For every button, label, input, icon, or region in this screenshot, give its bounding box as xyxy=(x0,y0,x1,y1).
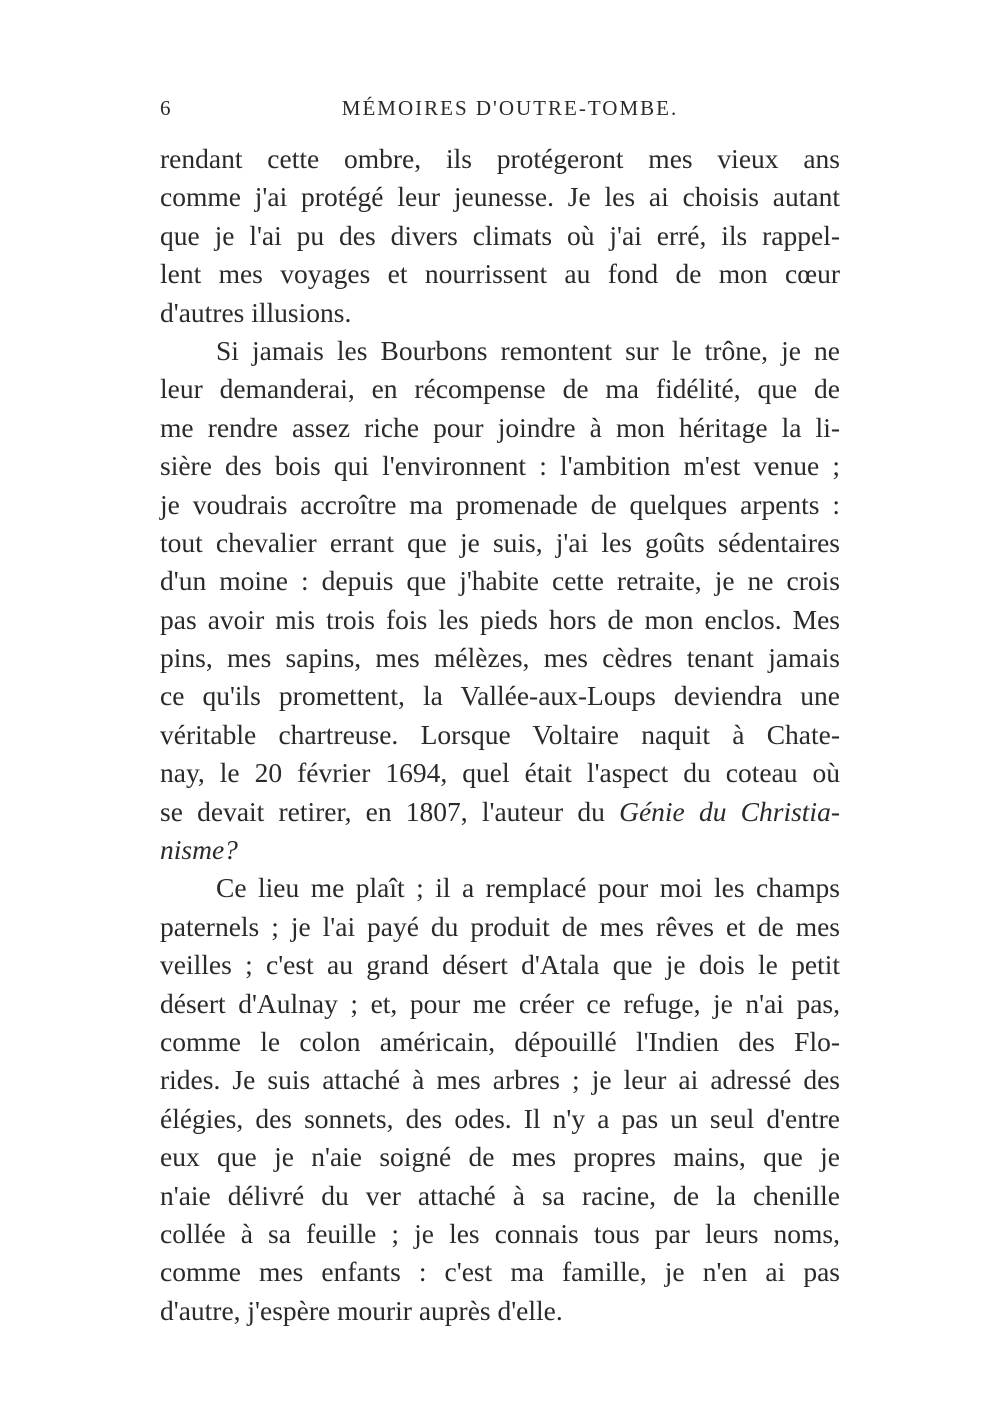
text-line: eux que je n'aie soigné de mes propres mains, que je xyxy=(160,1141,840,1173)
text-line: élégies, des sonnets, des odes. Il n'y a pas un seul d'entre xyxy=(160,1102,840,1134)
text-line-mixed xyxy=(160,793,840,831)
text-line: veilles ; c'est au grand désert d'Atala que je dois le petit xyxy=(160,949,840,981)
text-line: sière des bois qui l'environnent : l'ambition m'est venue ; xyxy=(160,450,840,482)
text-line: comme j'ai protégé leur jeunesse. Je les ai choisis autant xyxy=(160,181,840,213)
text-line: pas avoir mis trois fois les pieds hors de mon enclos. Mes xyxy=(160,603,840,635)
text-line: paternels ; je l'ai payé du produit de mes rêves et de mes xyxy=(160,910,840,942)
text-line: d'autres illusions. xyxy=(160,296,352,328)
text-line: Ce lieu me plaît ; il a remplacé pour moi les champs xyxy=(216,872,840,904)
text-line: je voudrais accroître ma promenade de quelques arpents : xyxy=(160,488,840,520)
text-line: rides. Je suis attaché à mes arbres ; je leur ai adressé des xyxy=(160,1064,840,1096)
paragraph-1 xyxy=(160,140,840,332)
text-line: comme le colon américain, dépouillé l'Indien des Flo- xyxy=(160,1025,840,1057)
text-line: collée à sa feuille ; je les connais tous par leurs noms, xyxy=(160,1217,840,1249)
paragraph-3 xyxy=(160,869,840,1330)
text-line: n'aie délivré du ver attaché à sa racine, de la chenille xyxy=(160,1179,840,1211)
text-line: rendant cette ombre, ils protégeront mes vieux ans xyxy=(160,143,840,174)
text-line: nay, le 20 février 1694, quel était l'aspect du coteau où xyxy=(160,757,840,789)
text-line: d'autre, j'espère mourir auprès d'elle. xyxy=(160,1294,563,1326)
paragraph-2 xyxy=(160,332,840,869)
text-line: me rendre assez riche pour joindre à mon héritage la li- xyxy=(160,411,840,443)
text-line: Si jamais les Bourbons remontent sur le trône, je ne xyxy=(216,334,840,366)
body-text xyxy=(160,140,840,1330)
text-line: ce qu'ils promettent, la Vallée-aux-Loups deviendra une xyxy=(160,680,840,712)
text-line: tout chevalier errant que je suis, j'ai les goûts sédentaires xyxy=(160,526,840,558)
text-line: pins, mes sapins, mes mélèzes, mes cèdres tenant jamais xyxy=(160,642,840,674)
text-line: désert d'Aulnay ; et, pour me créer ce refuge, je n'ai pas, xyxy=(160,987,840,1019)
text-line: lent mes voyages et nourrissent au fond de mon cœur xyxy=(160,258,840,290)
text-line: que je l'ai pu des divers climats où j'ai erré, ils rappel- xyxy=(160,219,840,251)
text-line: d'un moine : depuis que j'habite cette retraite, je ne crois xyxy=(160,565,840,597)
italic-title: Génie du Christia- xyxy=(619,795,840,827)
text-line: véritable chartreuse. Lorsque Voltaire naquit à Chate- xyxy=(160,718,840,750)
page-number: 6 xyxy=(160,96,173,120)
running-title: MÉMOIRES D'OUTRE-TOMBE. xyxy=(341,96,679,120)
text-segment: se devait retirer, en 1807, l'auteur du xyxy=(160,795,620,827)
page-header xyxy=(160,96,840,126)
text-line: leur demanderai, en récompense de ma fidélité, que de xyxy=(160,373,840,405)
italic-title-end: nisme? xyxy=(160,834,238,866)
text-line: comme mes enfants : c'est ma famille, je n'en ai pas xyxy=(160,1256,840,1288)
